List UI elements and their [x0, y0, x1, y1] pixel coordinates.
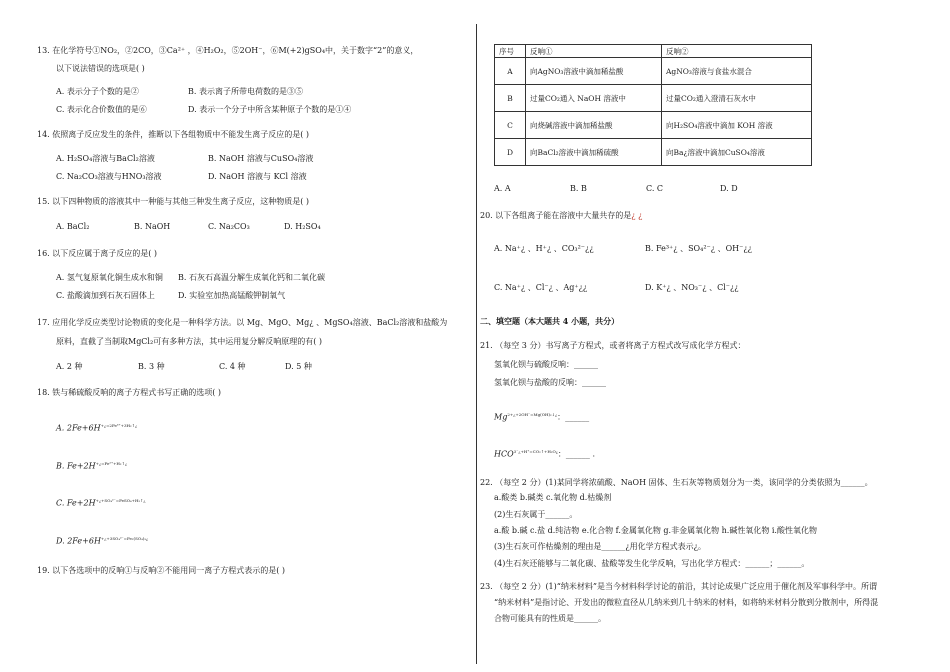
q21-l3-sup: 2+¿+2OH⁻=Mg(OH)₂↓¿ [507, 412, 558, 417]
q14-option-d: D. NaOH 溶液与 KCl 溶液 [208, 172, 307, 181]
q18-stem: 18. 铁与稀硫酸反响的离子方程式书写正确的选项( ) [37, 388, 222, 397]
q18-option-b [56, 459, 127, 472]
q14-option-b: B. NaOH 溶液与CuSO₄溶液 [208, 154, 314, 163]
table-header-cell: 序号 [495, 45, 526, 58]
q15-option-d: D. H₂SO₄ [284, 222, 321, 231]
q17-stem: 17. 应用化学反应类型讨论物质的变化是一种科学方法。以 Mg、MgO、Mg¿ 、MgSO₄溶液、BaCl₂溶液和盐酸为 [37, 318, 448, 327]
table-cell: A [495, 58, 526, 85]
q15-option-b: B. NaOH [134, 222, 171, 231]
q18-b-sup: +¿=Fe²⁺+H₂↑¿ [95, 461, 128, 466]
q22-line-5: (4)生石灰还能够与二氧化碳、盐酸等发生化学反响，写出化学方程式：______；______。 [494, 559, 810, 568]
q20-stem [480, 211, 642, 221]
q22-line-4: (3)生石灰可作枯燥剂的理由是______¿用化学方程式表示¿。 [494, 542, 706, 551]
q21-stem: 21. （每空 3 分）书写离子方程式，或者将离子方程式改写成化学方程式： [480, 341, 746, 350]
q13-option-d: D. 表示一个分子中所含某种原子个数的是①④ [188, 105, 352, 114]
q14-stem: 14. 依照离子反应发生的条件，推断以下各组物质中不能发生离子反应的是( ) [37, 130, 310, 139]
q13-option-a: A. 表示分子个数的是② [56, 87, 139, 96]
table-cell: 过量CO₂通入 NaOH 溶液中 [526, 85, 662, 112]
q13-option-b: B. 表示离子所带电荷数的是③⑤ [188, 87, 303, 96]
q18-d-eq: D. 2Fe+6H [56, 536, 101, 546]
q21-line-2: 氢氧化钡与盐酸的反响：______ [494, 378, 606, 387]
q14-option-c: C. Na₂CO₃溶液与HNO₃溶液 [56, 172, 162, 181]
table-header-row [495, 45, 812, 58]
q23-line-3: 合物可能具有的性质是______。 [494, 614, 606, 623]
q19-option-d: D. D [720, 184, 738, 193]
q16-option-c: C. 盐酸滴加到石灰石固体上 [56, 291, 155, 300]
q13-option-c: C. 表示化合价数值的是⑥ [56, 105, 147, 114]
table-cell: C [495, 112, 526, 139]
q19-option-b: B. B [570, 184, 587, 193]
q18-a-eq: A. 2Fe+6H [56, 423, 101, 433]
q19-table [494, 44, 812, 166]
q18-a-sup: +¿=2Fe³⁺+3H₂↑¿ [100, 423, 138, 428]
q20-option-a: A. Na⁺¿ 、H⁺¿ 、CO₃²⁻¿¿ [494, 244, 594, 253]
table-row [495, 139, 812, 166]
q17-option-c: C. 4 种 [219, 362, 246, 371]
q21-line-3 [494, 410, 589, 423]
q21-l4-eq: HCO [494, 449, 514, 459]
table-cell: B [495, 85, 526, 112]
q19-stem: 19. 以下各选项中的反响①与反响②不能用同一离子方程式表示的是( ) [37, 566, 286, 575]
q18-c-sup: +¿+SO₄²⁻=FeSO₄+H₂↑¿ [95, 498, 146, 503]
table-cell: 向BaCl₂溶液中滴加稀硫酸 [526, 139, 662, 166]
q21-l3-eq: Mg [494, 412, 508, 422]
q21-line-4 [494, 447, 595, 460]
q19-option-a: A. A [494, 184, 511, 193]
q23-line-1: 23. （每空 2 分）(1)“纳米材料”是当今材料科学讨论的前沿，其讨论成果广泛应用于催化剂及军事科学中。所谓 [480, 582, 877, 591]
table-cell: 向烧碱溶液中滴加稀盐酸 [526, 112, 662, 139]
q21-l4-sup: 3⁻¿+H⁺=CO₂↑+H₂O¿ [513, 449, 558, 454]
q18-d-sup: +¿+3SO₄²⁻=Fe₂(SO₄)₃¿ [100, 536, 149, 541]
section-heading: 二、填空题（本大题共 4 小题，共分） [480, 316, 620, 326]
table-cell: 向H₂SO₄溶液中滴加 KOH 溶液 [661, 112, 811, 139]
q17-option-d: D. 5 种 [285, 362, 312, 371]
q20-stem-text: 20. 以下各组离子能在溶液中大量共存的是 [480, 211, 632, 220]
table-header-cell: 反响② [661, 45, 811, 58]
table-cell: 向Ba¿溶液中滴加CuSO₄溶液 [661, 139, 811, 166]
q18-b-eq: B. Fe+2H [56, 461, 96, 471]
q15-stem: 15. 以下四种物质的溶液其中一种能与其他三种发生离子反应，这种物质是( ) [37, 197, 310, 206]
q17-option-b: B. 3 种 [138, 362, 165, 371]
q17-stem-cont: 原料，直截了当制取MgCl₂可有多种方法，其中运用复分解反响原理的有( ) [56, 337, 322, 346]
q18-option-c [56, 496, 146, 509]
column-divider [476, 24, 477, 664]
q22-line-3: a.酸 b.碱 c.盐 d.纯洁物 e.化合物 f.金属氧化物 g.非金属氧化物 h.碱性氧化物 i.酸性氧化物 [494, 526, 817, 535]
q13-stem: 13. 在化学符号①NO₂，②2CO，③Ca²⁺ ，④H₂O₂，⑤2OH⁻，⑥M(+2)gSO₄中，关于数字“2”的意义， [37, 46, 419, 55]
table-row [495, 112, 812, 139]
table-cell: 过量CO₂通入澄清石灰水中 [661, 85, 811, 112]
q20-option-c: C. Na⁺¿ 、Cl⁻¿ 、Ag⁺¿¿ [494, 283, 588, 292]
q20-option-d: D. K⁺¿ 、NO₃⁻¿ 、Cl⁻¿¿ [645, 283, 739, 292]
q21-line-1: 氢氧化钡与硫酸反响：______ [494, 360, 598, 369]
table-cell: 向AgNO₃溶液中滴加稀盐酸 [526, 58, 662, 85]
q23-line-2: “纳米材料”是指讨论、开发出的微粒直径从几纳米到几十纳米的材料，如将纳米材料分散到分散剂中，所得混 [494, 598, 879, 607]
q20-option-b: B. Fe³⁺¿ 、SO₄²⁻¿ 、OH⁻¿¿ [645, 244, 752, 253]
table-header-cell: 反响① [526, 45, 662, 58]
q16-stem: 16. 以下反应属于离子反应的是( ) [37, 249, 158, 258]
q16-option-d: D. 实验室加热高锰酸钾制氧气 [178, 291, 286, 300]
table-row [495, 85, 812, 112]
table-cell: AgNO₃溶液与食盐水混合 [661, 58, 811, 85]
q14-option-a: A. H₂SO₄溶液与BaCl₂溶液 [56, 154, 155, 163]
q22-line-1: a.酸类 b.碱类 c.氧化物 d.枯燥剂 [494, 493, 612, 502]
table-row [495, 58, 812, 85]
q16-option-a: A. 氢气复原氧化铜生成水和铜 [56, 273, 163, 282]
q21-l4-blank: ：______ . [557, 449, 596, 459]
q18-option-a [56, 421, 137, 434]
q22-line-2: (2)生石灰属于______。 [494, 510, 578, 519]
q15-option-c: C. Na₂CO₃ [208, 222, 250, 231]
q15-option-a: A. BaCl₂ [56, 222, 90, 231]
q21-l3-blank: ：______ [557, 412, 590, 422]
q17-option-a: A. 2 种 [56, 362, 83, 371]
table-cell: D [495, 139, 526, 166]
q16-option-b: B. 石灰石高温分解生成氧化钙和二氧化碳 [178, 273, 325, 282]
q19-option-c: C. C [646, 184, 664, 193]
q18-option-d [56, 534, 148, 547]
q20-mark: ¿ ¿ [631, 211, 643, 220]
q22-stem: 22. （每空 2 分）(1)某同学将浓硫酸、NaOH 固体、生石灰等物质划分为一类，该同学的分类依照为______。 [480, 478, 873, 487]
q13-stem-cont: 以下说法错误的选项是( ) [56, 64, 145, 73]
q18-c-eq: C. Fe+2H [56, 498, 96, 508]
